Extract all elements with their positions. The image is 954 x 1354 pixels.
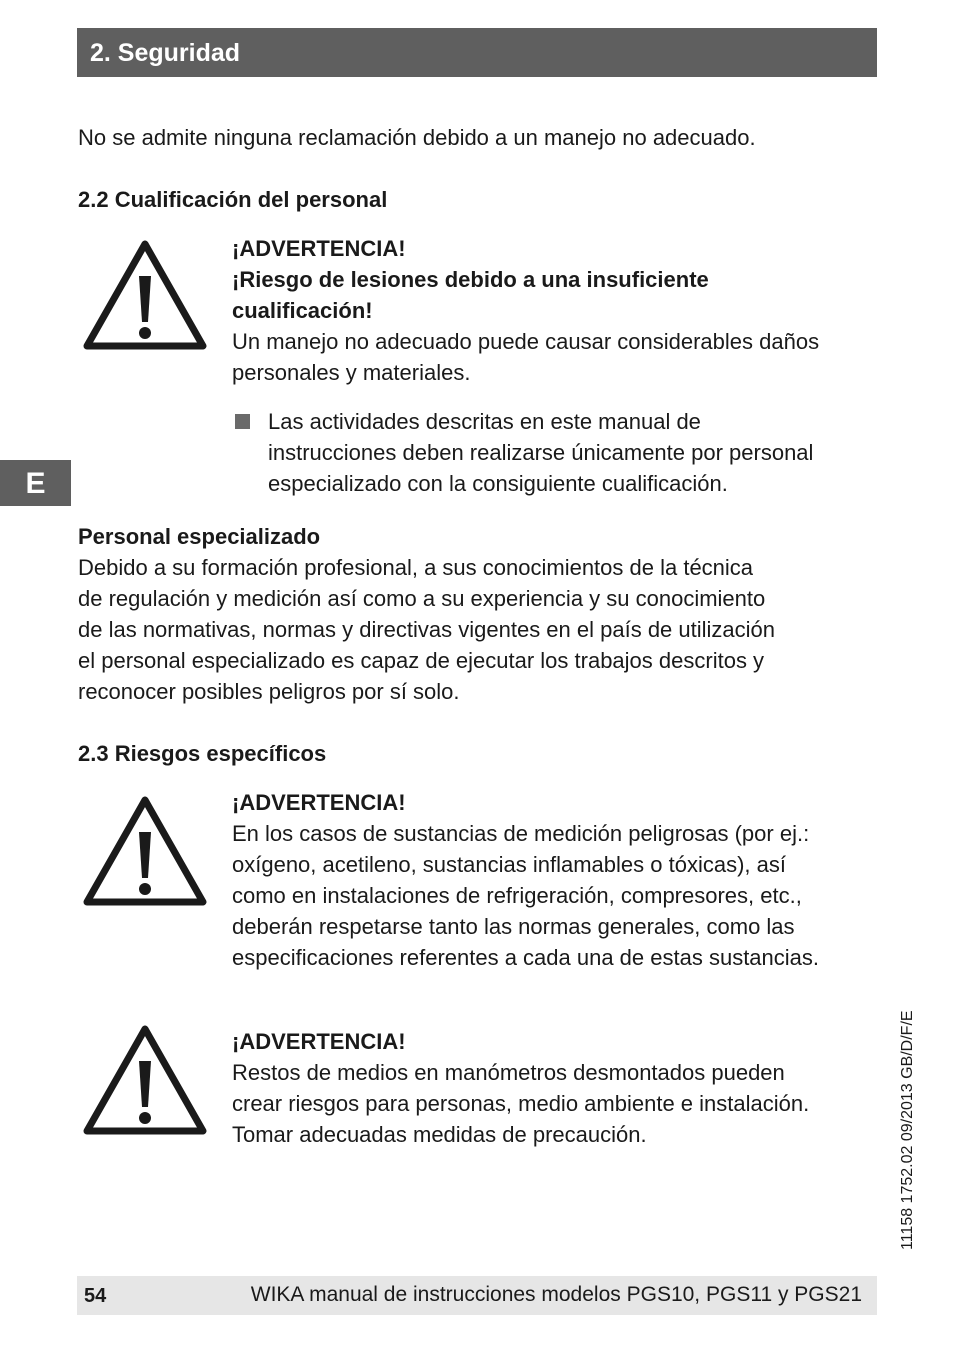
warning-title: ¡ADVERTENCIA!	[232, 1029, 406, 1054]
warning-body-line: como en instalaciones de refrigeración, compresores, etc.,	[232, 883, 802, 908]
specialist-line: reconocer posibles peligros por sí solo.	[78, 679, 460, 704]
warning-body-line: oxígeno, acetileno, sustancias inflamables o tóxicas), así	[232, 852, 786, 877]
footer-text: WIKA manual de instrucciones modelos PGS10, PGS11 y PGS21	[250, 1283, 862, 1306]
bullet-line: especializado con la consiguiente cualificación.	[268, 471, 728, 496]
specialist-block	[78, 521, 775, 707]
warning-block-3	[232, 1026, 809, 1150]
language-tab: E	[0, 460, 71, 506]
warning-body-line: personales y materiales.	[232, 360, 471, 385]
warning-body-line: Restos de medios en manómetros desmontados pueden	[232, 1060, 785, 1085]
warning-body-line: crear riesgos para personas, medio ambiente e instalación.	[232, 1091, 810, 1116]
warning-triangle-icon	[83, 240, 207, 350]
specialist-line: de regulación y medición así como a su experiencia y su conocimiento	[78, 586, 766, 611]
bullet-line: Las actividades descritas en este manual de	[268, 409, 701, 434]
warning-body-line: deberán respetarse tanto las normas generales, como las	[232, 914, 795, 939]
bullet-line: instrucciones deben realizarse únicamente por personal	[268, 440, 814, 465]
page-number: 54	[84, 1285, 107, 1307]
specialist-line: Debido a su formación profesional, a sus conocimientos de la técnica	[78, 555, 754, 580]
specialist-line: de las normativas, normas y directivas vigentes en el país de utilización	[78, 617, 776, 642]
warning-title: ¡ADVERTENCIA!	[232, 236, 406, 261]
warning-body-line: especificaciones referentes a cada una de estas sustancias.	[232, 945, 820, 970]
specialist-line: el personal especializado es capaz de ejecutar los trabajos descritos y	[78, 648, 765, 673]
warning-triangle-icon	[83, 796, 207, 906]
warning-title: ¡ADVERTENCIA!	[232, 790, 406, 815]
warning-subtitle-line: ¡Riesgo de lesiones debido a una insuficiente	[232, 267, 709, 292]
bullet-item	[268, 406, 813, 499]
intro-text: No se admite ninguna reclamación debido a un manejo no adecuado.	[78, 125, 756, 150]
warning-body-line: Un manejo no adecuado puede causar considerables daños	[232, 329, 820, 354]
specialist-heading: Personal especializado	[78, 524, 321, 549]
warning-triangle-icon	[83, 1025, 207, 1135]
warning-subtitle-line: cualificación!	[232, 298, 373, 323]
heading-2-3: 2.3 Riesgos específicos	[78, 741, 327, 766]
warning-block-2	[232, 787, 819, 973]
bullet-square-icon	[235, 414, 250, 429]
warning-block-1	[232, 233, 819, 388]
warning-body-line: Tomar adecuadas medidas de precaución.	[232, 1122, 647, 1147]
document-code: 11158 1752.02 09/2013 GB/D/F/E	[899, 1010, 916, 1250]
heading-2-2: 2.2 Cualificación del personal	[78, 187, 388, 212]
section-header	[77, 28, 877, 77]
section-title: 2. Seguridad	[90, 39, 241, 67]
warning-body-line: En los casos de sustancias de medición peligrosas (por ej.:	[232, 821, 810, 846]
